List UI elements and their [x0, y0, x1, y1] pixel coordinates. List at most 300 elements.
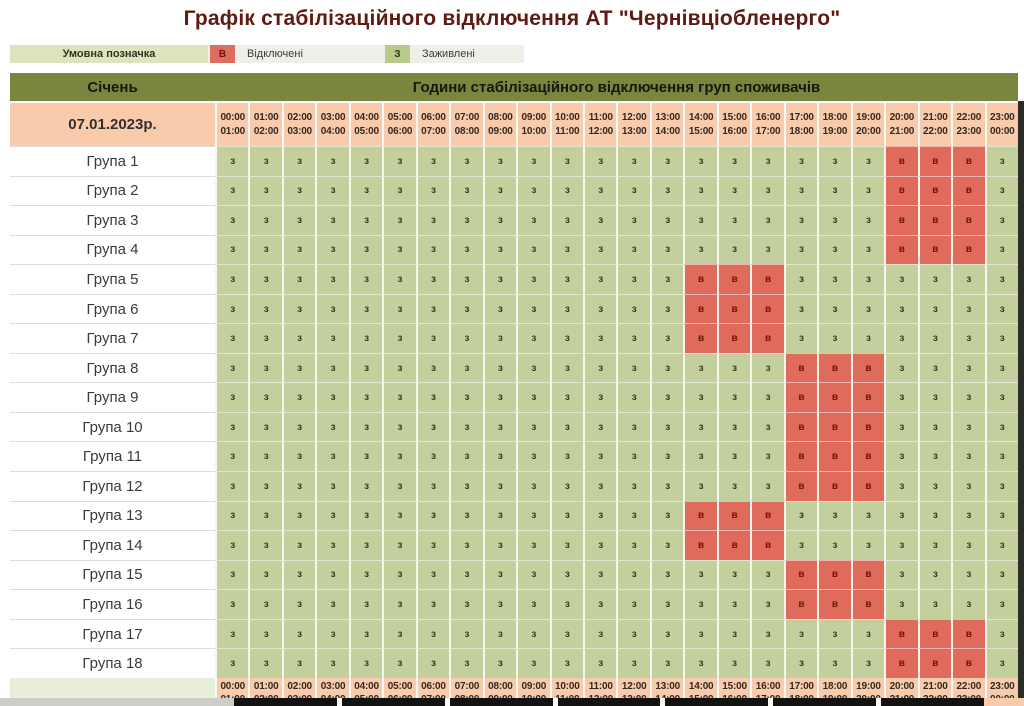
cell-on: з [416, 530, 449, 560]
cell-on: з [650, 648, 683, 678]
group-row [10, 501, 1018, 531]
cell-on: з [650, 323, 683, 353]
cell-on: з [516, 205, 549, 235]
cell-on: з [784, 619, 817, 649]
cell-on: з [717, 235, 750, 265]
cell-on: з [884, 501, 917, 531]
cell-on: з [650, 471, 683, 501]
cell-on: з [282, 146, 315, 176]
cell-on: з [985, 353, 1018, 383]
cell-off: в [951, 235, 984, 265]
cell-on: з [516, 382, 549, 412]
cell-on: з [683, 619, 716, 649]
cell-on: з [449, 353, 482, 383]
date-label: 07.01.2023р. [10, 103, 215, 146]
cell-on: з [583, 176, 616, 206]
cell-on: з [449, 382, 482, 412]
cell-on: з [717, 648, 750, 678]
cell-on: з [650, 382, 683, 412]
group-label: Група 4 [10, 235, 215, 265]
cell-on: з [918, 353, 951, 383]
page-title: Графік стабілізаційного відключення АТ "Чернівціобленерго" [183, 7, 841, 30]
group-row [10, 205, 1018, 235]
cell-off: в [817, 353, 850, 383]
time-end: 13:00 [621, 125, 647, 137]
cell-on: з [382, 412, 415, 442]
time-start: 11:00 [588, 112, 613, 124]
cell-on: з [483, 471, 516, 501]
cell-on: з [382, 441, 415, 471]
cell-on: з [315, 323, 348, 353]
cell-on: з [349, 146, 382, 176]
cell-on: з [248, 441, 281, 471]
cell-on: з [750, 235, 783, 265]
cell-on: з [884, 560, 917, 590]
cell-on: з [650, 441, 683, 471]
cell-off: в [851, 560, 884, 590]
cell-off: в [784, 441, 817, 471]
group-label: Група 12 [10, 471, 215, 501]
group-row [10, 441, 1018, 471]
cell-on: з [416, 648, 449, 678]
cell-on: з [717, 205, 750, 235]
cell-on: з [483, 382, 516, 412]
time-slot-header [215, 103, 248, 146]
cell-on: з [248, 264, 281, 294]
cell-on: з [382, 382, 415, 412]
cell-off: в [683, 264, 716, 294]
group-label: Група 1 [10, 146, 215, 176]
cell-on: з [282, 176, 315, 206]
group-label: Група 5 [10, 264, 215, 294]
time-start: 23:00 [989, 112, 1015, 124]
cell-on: з [382, 294, 415, 324]
time-end: 06:00 [387, 125, 413, 137]
cell-off: в [817, 382, 850, 412]
cell-on: з [483, 589, 516, 619]
cell-on: з [985, 648, 1018, 678]
cell-on: з [315, 264, 348, 294]
group-label: Група 14 [10, 530, 215, 560]
cell-on: з [382, 530, 415, 560]
cell-on: з [483, 235, 516, 265]
cell-on: з [516, 323, 549, 353]
cell-on: з [750, 412, 783, 442]
cell-off: в [817, 471, 850, 501]
cell-on: з [282, 648, 315, 678]
cell-on: з [483, 501, 516, 531]
time-end: 20:00 [856, 125, 881, 137]
time-start: 14:00 [688, 680, 714, 692]
cell-on: з [315, 530, 348, 560]
time-start: 20:00 [889, 112, 915, 124]
cell-on: з [750, 441, 783, 471]
cell-on: з [516, 530, 549, 560]
cell-on: з [282, 412, 315, 442]
cell-on: з [215, 560, 248, 590]
cell-on: з [985, 412, 1018, 442]
time-start: 18:00 [822, 112, 848, 124]
cell-on: з [516, 412, 549, 442]
cell-on: з [650, 264, 683, 294]
cell-on: з [315, 294, 348, 324]
time-slot-header [817, 103, 850, 146]
cell-on: з [951, 353, 984, 383]
cell-on: з [550, 235, 583, 265]
cell-on: з [851, 648, 884, 678]
cell-off: в [817, 560, 850, 590]
schedule-table [10, 73, 1018, 706]
cell-on: з [750, 382, 783, 412]
time-end: 23:00 [956, 125, 982, 137]
cell-on: з [483, 412, 516, 442]
cell-on: з [951, 382, 984, 412]
time-end: 03:00 [287, 125, 312, 137]
cell-on: з [382, 264, 415, 294]
cell-on: з [784, 176, 817, 206]
cell-on: з [215, 619, 248, 649]
cell-on: з [851, 235, 884, 265]
cell-on: з [349, 619, 382, 649]
group-label: Група 13 [10, 501, 215, 531]
cell-on: з [449, 205, 482, 235]
cell-off: в [750, 294, 783, 324]
time-start: 22:00 [956, 680, 982, 692]
sheet-tab[interactable] [881, 698, 984, 706]
time-start: 21:00 [923, 112, 948, 124]
cell-on: з [851, 176, 884, 206]
cell-on: з [282, 560, 315, 590]
cell-on: з [449, 471, 482, 501]
time-start: 14:00 [688, 112, 714, 124]
cell-on: з [616, 205, 649, 235]
cell-on: з [215, 294, 248, 324]
cell-on: з [215, 501, 248, 531]
cell-off: в [884, 619, 917, 649]
cell-on: з [315, 353, 348, 383]
cell-on: з [282, 530, 315, 560]
cell-on: з [550, 441, 583, 471]
cell-on: з [349, 560, 382, 590]
cell-on: з [282, 294, 315, 324]
group-row [10, 648, 1018, 678]
cell-on: з [918, 530, 951, 560]
cell-on: з [248, 176, 281, 206]
cell-on: з [616, 441, 649, 471]
cell-on: з [483, 294, 516, 324]
cell-on: з [483, 648, 516, 678]
cell-on: з [616, 382, 649, 412]
cell-off: в [951, 648, 984, 678]
time-end: 07:00 [421, 125, 446, 137]
time-end: 00:00 [989, 125, 1015, 137]
cell-on: з [382, 146, 415, 176]
time-end: 16:00 [722, 125, 747, 137]
time-slot-header [382, 103, 415, 146]
cell-on: з [483, 264, 516, 294]
tab-bar-left-area [0, 698, 234, 706]
sheet-tab[interactable] [773, 698, 876, 706]
cell-on: з [416, 560, 449, 590]
cell-on: з [717, 382, 750, 412]
cell-off: в [717, 294, 750, 324]
cell-on: з [349, 382, 382, 412]
group-row [10, 176, 1018, 206]
group-label: Група 11 [10, 441, 215, 471]
cell-on: з [985, 560, 1018, 590]
cell-on: з [951, 441, 984, 471]
cell-on: з [550, 176, 583, 206]
cell-on: з [951, 530, 984, 560]
cell-on: з [215, 176, 248, 206]
cell-on: з [985, 205, 1018, 235]
time-start: 23:00 [989, 680, 1015, 692]
group-label: Група 10 [10, 412, 215, 442]
cell-on: з [550, 264, 583, 294]
cell-on: з [616, 589, 649, 619]
cell-off: в [817, 412, 850, 442]
group-row [10, 530, 1018, 560]
cell-on: з [416, 589, 449, 619]
cell-on: з [282, 471, 315, 501]
date-row [10, 103, 1018, 146]
cell-on: з [784, 146, 817, 176]
cell-on: з [683, 146, 716, 176]
cell-off: в [817, 589, 850, 619]
time-slot-header [349, 103, 382, 146]
cell-on: з [784, 205, 817, 235]
cell-on: з [683, 589, 716, 619]
cell-on: з [817, 205, 850, 235]
cell-on: з [884, 323, 917, 353]
cell-off: в [750, 501, 783, 531]
cell-on: з [851, 501, 884, 531]
cell-on: з [248, 589, 281, 619]
cell-on: з [416, 501, 449, 531]
cell-on: з [650, 294, 683, 324]
cell-on: з [717, 589, 750, 619]
cell-on: з [315, 648, 348, 678]
cell-on: з [717, 353, 750, 383]
cell-on: з [349, 589, 382, 619]
cell-on: з [683, 353, 716, 383]
cell-on: з [215, 205, 248, 235]
cell-on: з [985, 382, 1018, 412]
cell-off: в [683, 323, 716, 353]
cell-on: з [315, 441, 348, 471]
time-end: 17:00 [755, 125, 781, 137]
cell-on: з [382, 471, 415, 501]
time-end: 22:00 [923, 125, 948, 137]
cell-on: з [516, 441, 549, 471]
cell-on: з [449, 176, 482, 206]
cell-on: з [985, 323, 1018, 353]
cell-on: з [985, 441, 1018, 471]
cell-on: з [315, 146, 348, 176]
cell-on: з [248, 294, 281, 324]
cell-on: з [483, 176, 516, 206]
time-slot-header [416, 103, 449, 146]
time-start: 16:00 [755, 112, 781, 124]
time-end: 05:00 [354, 125, 379, 137]
time-start: 04:00 [354, 112, 379, 124]
cell-off: в [851, 353, 884, 383]
cell-on: з [282, 205, 315, 235]
cell-on: з [650, 501, 683, 531]
cell-on: з [817, 530, 850, 560]
cell-on: з [315, 589, 348, 619]
cell-on: з [449, 530, 482, 560]
cell-on: з [282, 589, 315, 619]
cell-on: з [349, 176, 382, 206]
time-start: 00:00 [220, 112, 246, 124]
cell-on: з [349, 294, 382, 324]
cell-on: з [483, 441, 516, 471]
cell-on: з [784, 294, 817, 324]
cell-on: з [884, 382, 917, 412]
time-start: 16:00 [755, 680, 781, 692]
cell-on: з [583, 412, 616, 442]
cell-off: в [851, 471, 884, 501]
cell-on: з [750, 146, 783, 176]
group-label: Група 6 [10, 294, 215, 324]
cell-on: з [282, 441, 315, 471]
cell-on: з [784, 530, 817, 560]
cell-on: з [884, 412, 917, 442]
cell-off: в [851, 441, 884, 471]
cell-off: в [951, 205, 984, 235]
time-start: 03:00 [320, 680, 346, 692]
cell-on: з [349, 235, 382, 265]
cell-on: з [851, 294, 884, 324]
time-start: 01:00 [253, 112, 279, 124]
cell-on: з [315, 176, 348, 206]
sheet-tab[interactable] [558, 698, 661, 706]
cell-on: з [918, 323, 951, 353]
cell-on: з [616, 264, 649, 294]
cell-on: з [516, 235, 549, 265]
cell-on: з [382, 560, 415, 590]
cell-on: з [315, 619, 348, 649]
cell-on: з [449, 294, 482, 324]
cell-on: з [717, 619, 750, 649]
cell-on: з [817, 294, 850, 324]
cell-off: в [683, 294, 716, 324]
time-end: 15:00 [688, 125, 714, 137]
cell-on: з [650, 412, 683, 442]
cell-on: з [550, 648, 583, 678]
cell-on: з [951, 471, 984, 501]
group-row [10, 382, 1018, 412]
cell-on: з [683, 648, 716, 678]
cell-on: з [550, 294, 583, 324]
cell-on: з [616, 501, 649, 531]
cell-on: з [683, 205, 716, 235]
cell-off: в [951, 619, 984, 649]
group-row [10, 412, 1018, 442]
cell-on: з [248, 412, 281, 442]
cell-on: з [248, 205, 281, 235]
group-row [10, 353, 1018, 383]
cell-on: з [248, 648, 281, 678]
cell-on: з [918, 501, 951, 531]
sheet-tab[interactable] [342, 698, 445, 706]
sheet-tab[interactable] [234, 698, 337, 706]
time-start: 10:00 [555, 112, 580, 124]
cell-on: з [583, 264, 616, 294]
group-row [10, 294, 1018, 324]
cell-on: з [884, 530, 917, 560]
cell-on: з [449, 501, 482, 531]
time-slot-header [550, 103, 583, 146]
time-end: 09:00 [488, 125, 513, 137]
cell-off: в [918, 205, 951, 235]
cell-off: в [784, 412, 817, 442]
cell-on: з [616, 560, 649, 590]
group-label: Група 2 [10, 176, 215, 206]
cell-on: з [985, 176, 1018, 206]
cell-on: з [382, 648, 415, 678]
cell-off: в [951, 176, 984, 206]
cell-on: з [349, 471, 382, 501]
cell-on: з [416, 146, 449, 176]
cell-on: з [483, 146, 516, 176]
cell-on: з [416, 323, 449, 353]
cell-on: з [449, 323, 482, 353]
cell-on: з [583, 530, 616, 560]
cell-on: з [851, 146, 884, 176]
group-row [10, 235, 1018, 265]
cell-on: з [215, 648, 248, 678]
cell-on: з [349, 441, 382, 471]
cell-on: з [616, 619, 649, 649]
cell-on: з [683, 471, 716, 501]
cell-on: з [884, 589, 917, 619]
cell-on: з [248, 235, 281, 265]
cell-on: з [918, 560, 951, 590]
cell-on: з [349, 205, 382, 235]
cell-on: з [650, 619, 683, 649]
cell-on: з [449, 619, 482, 649]
time-start: 15:00 [722, 680, 747, 692]
cell-on: з [616, 235, 649, 265]
cell-on: з [817, 235, 850, 265]
cell-on: з [717, 412, 750, 442]
cell-on: з [650, 560, 683, 590]
cell-off: в [717, 264, 750, 294]
cell-on: з [516, 619, 549, 649]
cell-on: з [449, 648, 482, 678]
cell-on: з [583, 294, 616, 324]
group-row [10, 323, 1018, 353]
cell-on: з [282, 323, 315, 353]
cell-on: з [951, 323, 984, 353]
cell-on: з [650, 589, 683, 619]
sheet-tab[interactable] [450, 698, 553, 706]
time-start: 15:00 [722, 112, 747, 124]
time-slot-header [985, 103, 1018, 146]
cell-on: з [449, 441, 482, 471]
cell-on: з [416, 471, 449, 501]
sheet-tab[interactable] [665, 698, 768, 706]
cell-off: в [884, 205, 917, 235]
time-start: 07:00 [454, 112, 480, 124]
cell-on: з [985, 471, 1018, 501]
cell-on: з [616, 294, 649, 324]
cell-on: з [315, 560, 348, 590]
cell-on: з [650, 205, 683, 235]
time-slot-header [516, 103, 549, 146]
